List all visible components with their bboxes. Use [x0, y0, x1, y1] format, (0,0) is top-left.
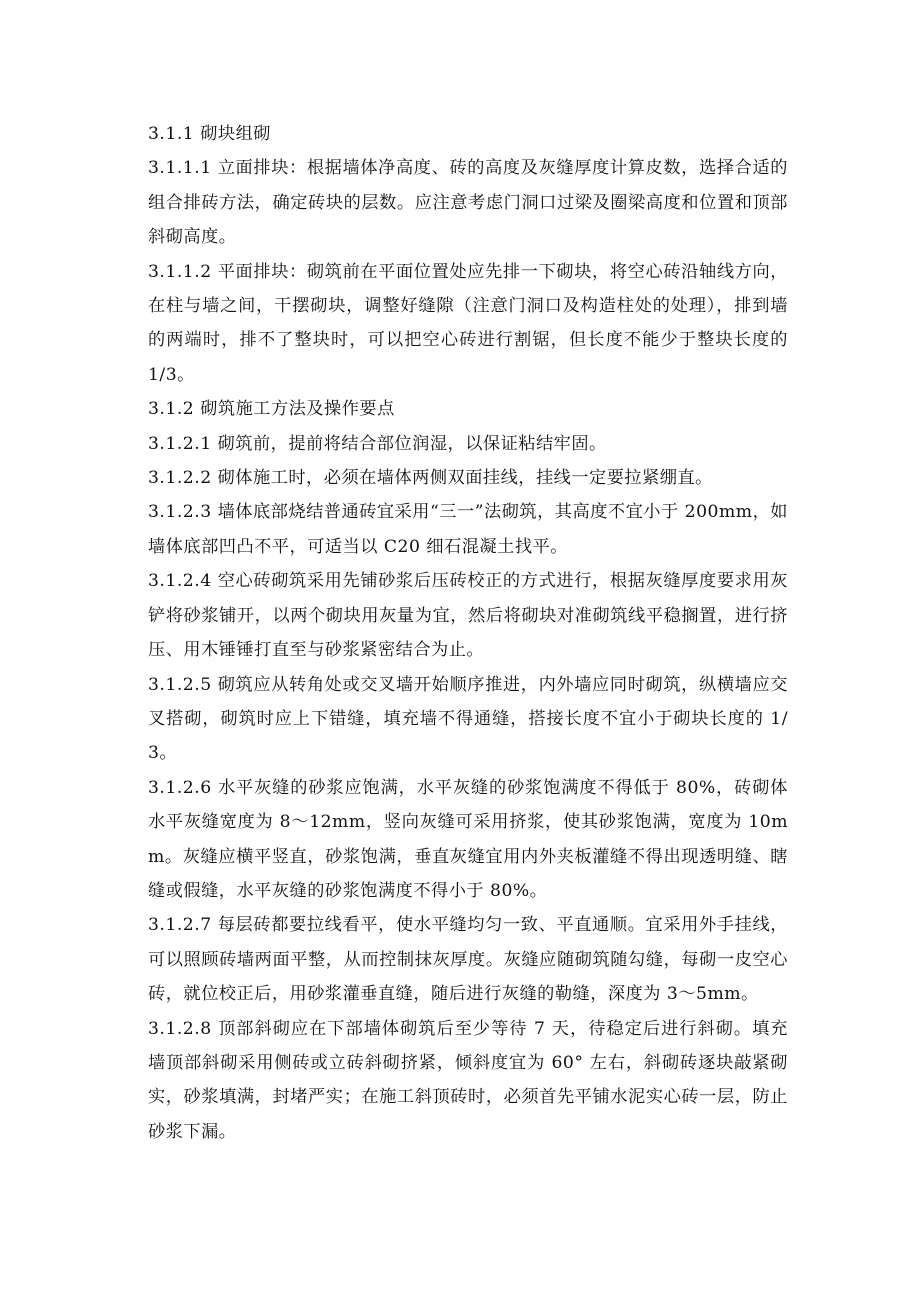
paragraph-3-1-2-3: 3.1.2.3 墙体底部烧结普通砖宜采用“三一”法砌筑，其高度不宜小于 200mm，如墙体底部凹凸不平，可适当以 C20 细石混凝土找平。 [148, 502, 788, 557]
paragraph-3-1-2-2: 3.1.2.2 砌体施工时，必须在墙体两侧双面挂线，挂线一定要拉紧绷直。 [148, 468, 713, 489]
paragraph-3-1-1-2: 3.1.1.2 平面排块：砌筑前在平面位置处应先排一下砌块，将空心砖沿轴线方向，在柱与墙之间，干摆砌块，调整好缝隙（注意门洞口及构造柱处的处理），排到墙的两端时，排不了整块时，可以把空心砖进行割锯，但长度不能少于整块长度的 1/3。 [148, 261, 788, 385]
paragraph-3-1-1-1: 3.1.1.1 立面排块：根据墙体净高度、砖的高度及灰缝厚度计算皮数，选择合适的组合排砖方法，确定砖块的层数。应注意考虑门洞口过梁及圈梁高度和位置和顶部斜砌高度。 [148, 158, 788, 248]
section-heading-3-1-1: 3.1.1 砌块组砌 [148, 124, 271, 144]
section-heading-3-1-2: 3.1.2 砌筑施工方法及操作要点 [148, 399, 395, 420]
document-body [148, 117, 788, 1149]
paragraph-3-1-2-5: 3.1.2.5 砌筑应从转角处或交叉墙开始顺序推进，内外墙应同时砌筑，纵横墙应交叉搭砌，砌筑时应上下错缝，填充墙不得通缝，搭接长度不宜小于砌块长度的 1/3。 [148, 674, 788, 764]
paragraph-3-1-2-4: 3.1.2.4 空心砖砌筑采用先铺砂浆后压砖校正的方式进行，根据灰缝厚度要求用灰铲将砂浆铺开，以两个砌块用灰量为宜，然后将砌块对准砌筑线平稳搁置，进行挤压、用木锤锤打直至与砂浆紧密结合为止。 [148, 571, 788, 661]
paragraph-3-1-2-8: 3.1.2.8 顶部斜砌应在下部墙体砌筑后至少等待 7 天，待稳定后进行斜砌。填充墙顶部斜砌采用侧砖或立砖斜砌挤紧，倾斜度宜为 60° 左右，斜砌砖逐块敲紧砌实，砂浆填满，封堵严实；在施工斜顶砖时，必须首先平铺水泥实心砖一层，防止砂浆下漏。 [148, 1018, 788, 1142]
paragraph-3-1-2-7: 3.1.2.7 每层砖都要拉线看平，使水平缝均匀一致、平直通顺。宜采用外手挂线，可以照顾砖墙两面平整，从而控制抹灰厚度。灰缝应随砌筑随勾缝，每砌一皮空心砖，就位校正后，用砂浆灌垂直缝，随后进行灰缝的勒缝，深度为 3～5mm。 [148, 915, 788, 1005]
paragraph-3-1-2-6: 3.1.2.6 水平灰缝的砂浆应饱满，水平灰缝的砂浆饱满度不得低于 80%，砖砌体水平灰缝宽度为 8～12mm，竖向灰缝可采用挤浆，使其砂浆饱满，宽度为 10mm。灰缝应横平竖直，砂浆饱满，垂直灰缝宜用内外夹板灌缝不得出现透明缝、瞎缝或假缝，水平灰缝的砂浆饱满度不得小于 80%。 [148, 777, 788, 901]
paragraph-3-1-2-1: 3.1.2.1 砌筑前，提前将结合部位润湿，以保证粘结牢固。 [148, 433, 607, 454]
